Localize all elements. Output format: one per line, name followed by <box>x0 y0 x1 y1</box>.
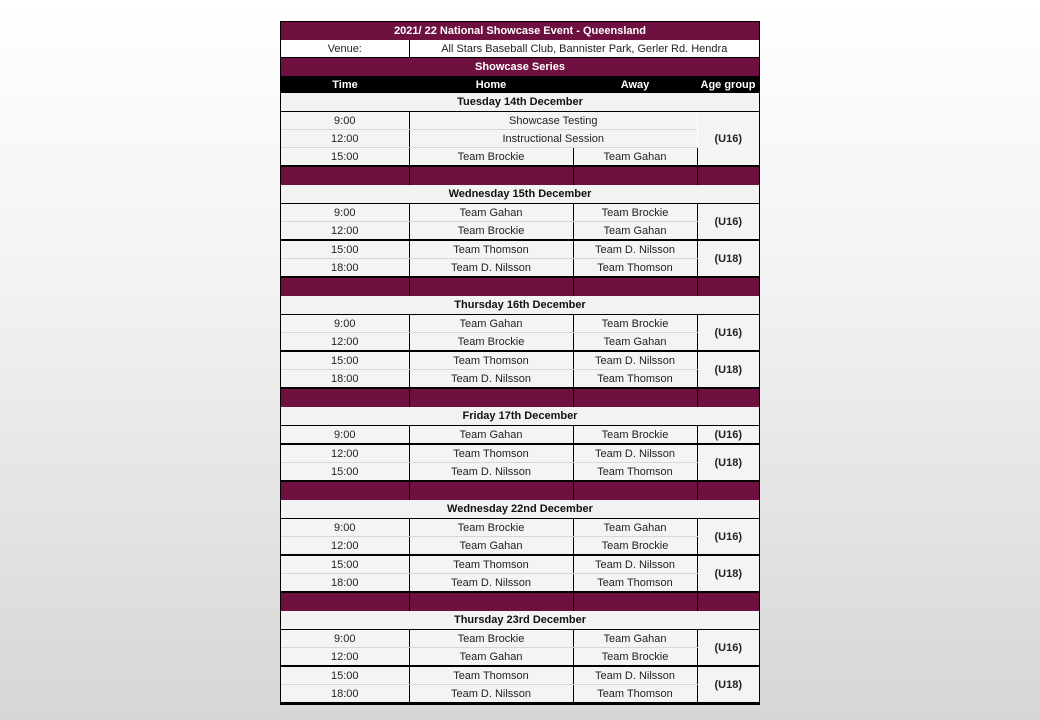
game-row <box>281 240 759 259</box>
day-title: Friday 17th December <box>281 407 759 426</box>
day-title: Wednesday 15th December <box>281 185 759 204</box>
home-team: Team Thomson <box>409 444 573 463</box>
game-time: 18:00 <box>281 370 409 389</box>
day-separator <box>281 166 759 185</box>
game-row <box>281 204 759 222</box>
day-title: Thursday 23rd December <box>281 611 759 630</box>
game-row <box>281 444 759 463</box>
age-group: (U16) <box>697 315 759 352</box>
game-time: 9:00 <box>281 426 409 445</box>
game-row <box>281 666 759 685</box>
col-header-age: Age group <box>697 76 759 93</box>
separator-cell <box>409 481 573 500</box>
day-header-row <box>281 185 759 204</box>
away-team: Team D. Nilsson <box>573 351 697 370</box>
home-team: Team Brockie <box>409 148 573 167</box>
game-time: 12:00 <box>281 130 409 148</box>
game-time: 15:00 <box>281 351 409 370</box>
away-team: Team Gahan <box>573 519 697 537</box>
game-time: 12:00 <box>281 333 409 352</box>
game-time: 15:00 <box>281 666 409 685</box>
col-header-time: Time <box>281 76 409 93</box>
away-team: Team Thomson <box>573 370 697 389</box>
separator-cell <box>697 166 759 185</box>
day-header-row <box>281 93 759 112</box>
away-team: Team Brockie <box>573 426 697 445</box>
home-team: Team D. Nilsson <box>409 463 573 482</box>
schedule-body <box>281 22 759 703</box>
series-title: Showcase Series <box>281 58 759 77</box>
away-team: Team D. Nilsson <box>573 240 697 259</box>
game-row <box>281 685 759 704</box>
home-team: Team Gahan <box>409 204 573 222</box>
age-group: (U16) <box>697 630 759 667</box>
game-row <box>281 370 759 389</box>
home-team: Team Brockie <box>409 222 573 241</box>
away-team: Team Brockie <box>573 537 697 556</box>
game-time: 9:00 <box>281 315 409 333</box>
separator-cell <box>409 388 573 407</box>
game-row <box>281 537 759 556</box>
day-separator <box>281 388 759 407</box>
separator-cell <box>281 277 409 296</box>
home-team: Team Brockie <box>409 519 573 537</box>
game-row <box>281 648 759 667</box>
schedule-sheet <box>280 21 760 705</box>
away-team: Team Gahan <box>573 222 697 241</box>
day-header-row <box>281 296 759 315</box>
away-team: Team D. Nilsson <box>573 555 697 574</box>
age-group: (U16) <box>697 204 759 241</box>
home-team: Team D. Nilsson <box>409 685 573 704</box>
away-team: Team Gahan <box>573 148 697 167</box>
game-time: 15:00 <box>281 463 409 482</box>
game-row <box>281 463 759 482</box>
home-team: Team Thomson <box>409 351 573 370</box>
away-team: Team Gahan <box>573 630 697 648</box>
age-group: (U18) <box>697 555 759 592</box>
venue-value: All Stars Baseball Club, Bannister Park, Gerler Rd. Hendra <box>409 40 759 58</box>
game-row <box>281 555 759 574</box>
game-row <box>281 130 759 148</box>
game-row <box>281 333 759 352</box>
game-row <box>281 112 759 130</box>
home-team: Team D. Nilsson <box>409 574 573 593</box>
day-header-row <box>281 611 759 630</box>
day-separator <box>281 481 759 500</box>
venue-label: Venue: <box>281 40 409 58</box>
home-team: Team Gahan <box>409 315 573 333</box>
separator-cell <box>697 277 759 296</box>
age-group: (U18) <box>697 666 759 703</box>
age-group: (U18) <box>697 444 759 481</box>
home-team: Team Thomson <box>409 240 573 259</box>
game-time: 18:00 <box>281 574 409 593</box>
separator-cell <box>573 277 697 296</box>
separator-cell <box>697 592 759 611</box>
game-row <box>281 259 759 278</box>
game-row <box>281 630 759 648</box>
game-time: 12:00 <box>281 444 409 463</box>
home-team: Team Brockie <box>409 630 573 648</box>
game-time: 9:00 <box>281 630 409 648</box>
col-header-home: Home <box>409 76 573 93</box>
day-title: Thursday 16th December <box>281 296 759 315</box>
col-header-away: Away <box>573 76 697 93</box>
day-title: Tuesday 14th December <box>281 93 759 112</box>
home-team: Team Gahan <box>409 648 573 667</box>
separator-cell <box>281 388 409 407</box>
separator-cell <box>573 388 697 407</box>
game-time: 9:00 <box>281 204 409 222</box>
home-team: Team Gahan <box>409 537 573 556</box>
age-group: (U18) <box>697 240 759 277</box>
away-team: Team Thomson <box>573 259 697 278</box>
game-time: 15:00 <box>281 240 409 259</box>
game-time: 18:00 <box>281 259 409 278</box>
home-team: Team D. Nilsson <box>409 259 573 278</box>
session-label: Showcase Testing <box>409 112 697 130</box>
away-team: Team Brockie <box>573 204 697 222</box>
away-team: Team Thomson <box>573 685 697 704</box>
separator-cell <box>409 277 573 296</box>
away-team: Team Gahan <box>573 333 697 352</box>
event-title: 2021/ 22 National Showcase Event - Queensland <box>281 22 759 40</box>
separator-cell <box>281 592 409 611</box>
game-time: 15:00 <box>281 555 409 574</box>
day-header-row <box>281 500 759 519</box>
home-team: Team D. Nilsson <box>409 370 573 389</box>
game-row <box>281 426 759 445</box>
home-team: Team Thomson <box>409 666 573 685</box>
separator-cell <box>409 592 573 611</box>
age-group: (U16) <box>697 519 759 556</box>
game-row <box>281 222 759 241</box>
game-row <box>281 148 759 167</box>
home-team: Team Thomson <box>409 555 573 574</box>
game-time: 9:00 <box>281 112 409 130</box>
age-group: (U16) <box>697 112 759 167</box>
game-time: 12:00 <box>281 222 409 241</box>
game-row <box>281 351 759 370</box>
away-team: Team D. Nilsson <box>573 666 697 685</box>
separator-cell <box>573 592 697 611</box>
separator-cell <box>697 481 759 500</box>
day-separator <box>281 592 759 611</box>
away-team: Team Brockie <box>573 648 697 667</box>
separator-cell <box>573 166 697 185</box>
day-header-row <box>281 407 759 426</box>
home-team: Team Gahan <box>409 426 573 445</box>
separator-cell <box>281 481 409 500</box>
away-team: Team D. Nilsson <box>573 444 697 463</box>
day-separator <box>281 277 759 296</box>
game-row <box>281 315 759 333</box>
schedule-table <box>281 22 759 704</box>
separator-cell <box>281 166 409 185</box>
away-team: Team Brockie <box>573 315 697 333</box>
game-row <box>281 574 759 593</box>
away-team: Team Thomson <box>573 463 697 482</box>
session-label: Instructional Session <box>409 130 697 148</box>
separator-cell <box>573 481 697 500</box>
age-group: (U16) <box>697 426 759 445</box>
day-title: Wednesday 22nd December <box>281 500 759 519</box>
game-time: 18:00 <box>281 685 409 704</box>
game-time: 12:00 <box>281 648 409 667</box>
game-time: 9:00 <box>281 519 409 537</box>
game-row <box>281 519 759 537</box>
age-group: (U18) <box>697 351 759 388</box>
game-time: 15:00 <box>281 148 409 167</box>
home-team: Team Brockie <box>409 333 573 352</box>
game-time: 12:00 <box>281 537 409 556</box>
separator-cell <box>409 166 573 185</box>
away-team: Team Thomson <box>573 574 697 593</box>
separator-cell <box>697 388 759 407</box>
